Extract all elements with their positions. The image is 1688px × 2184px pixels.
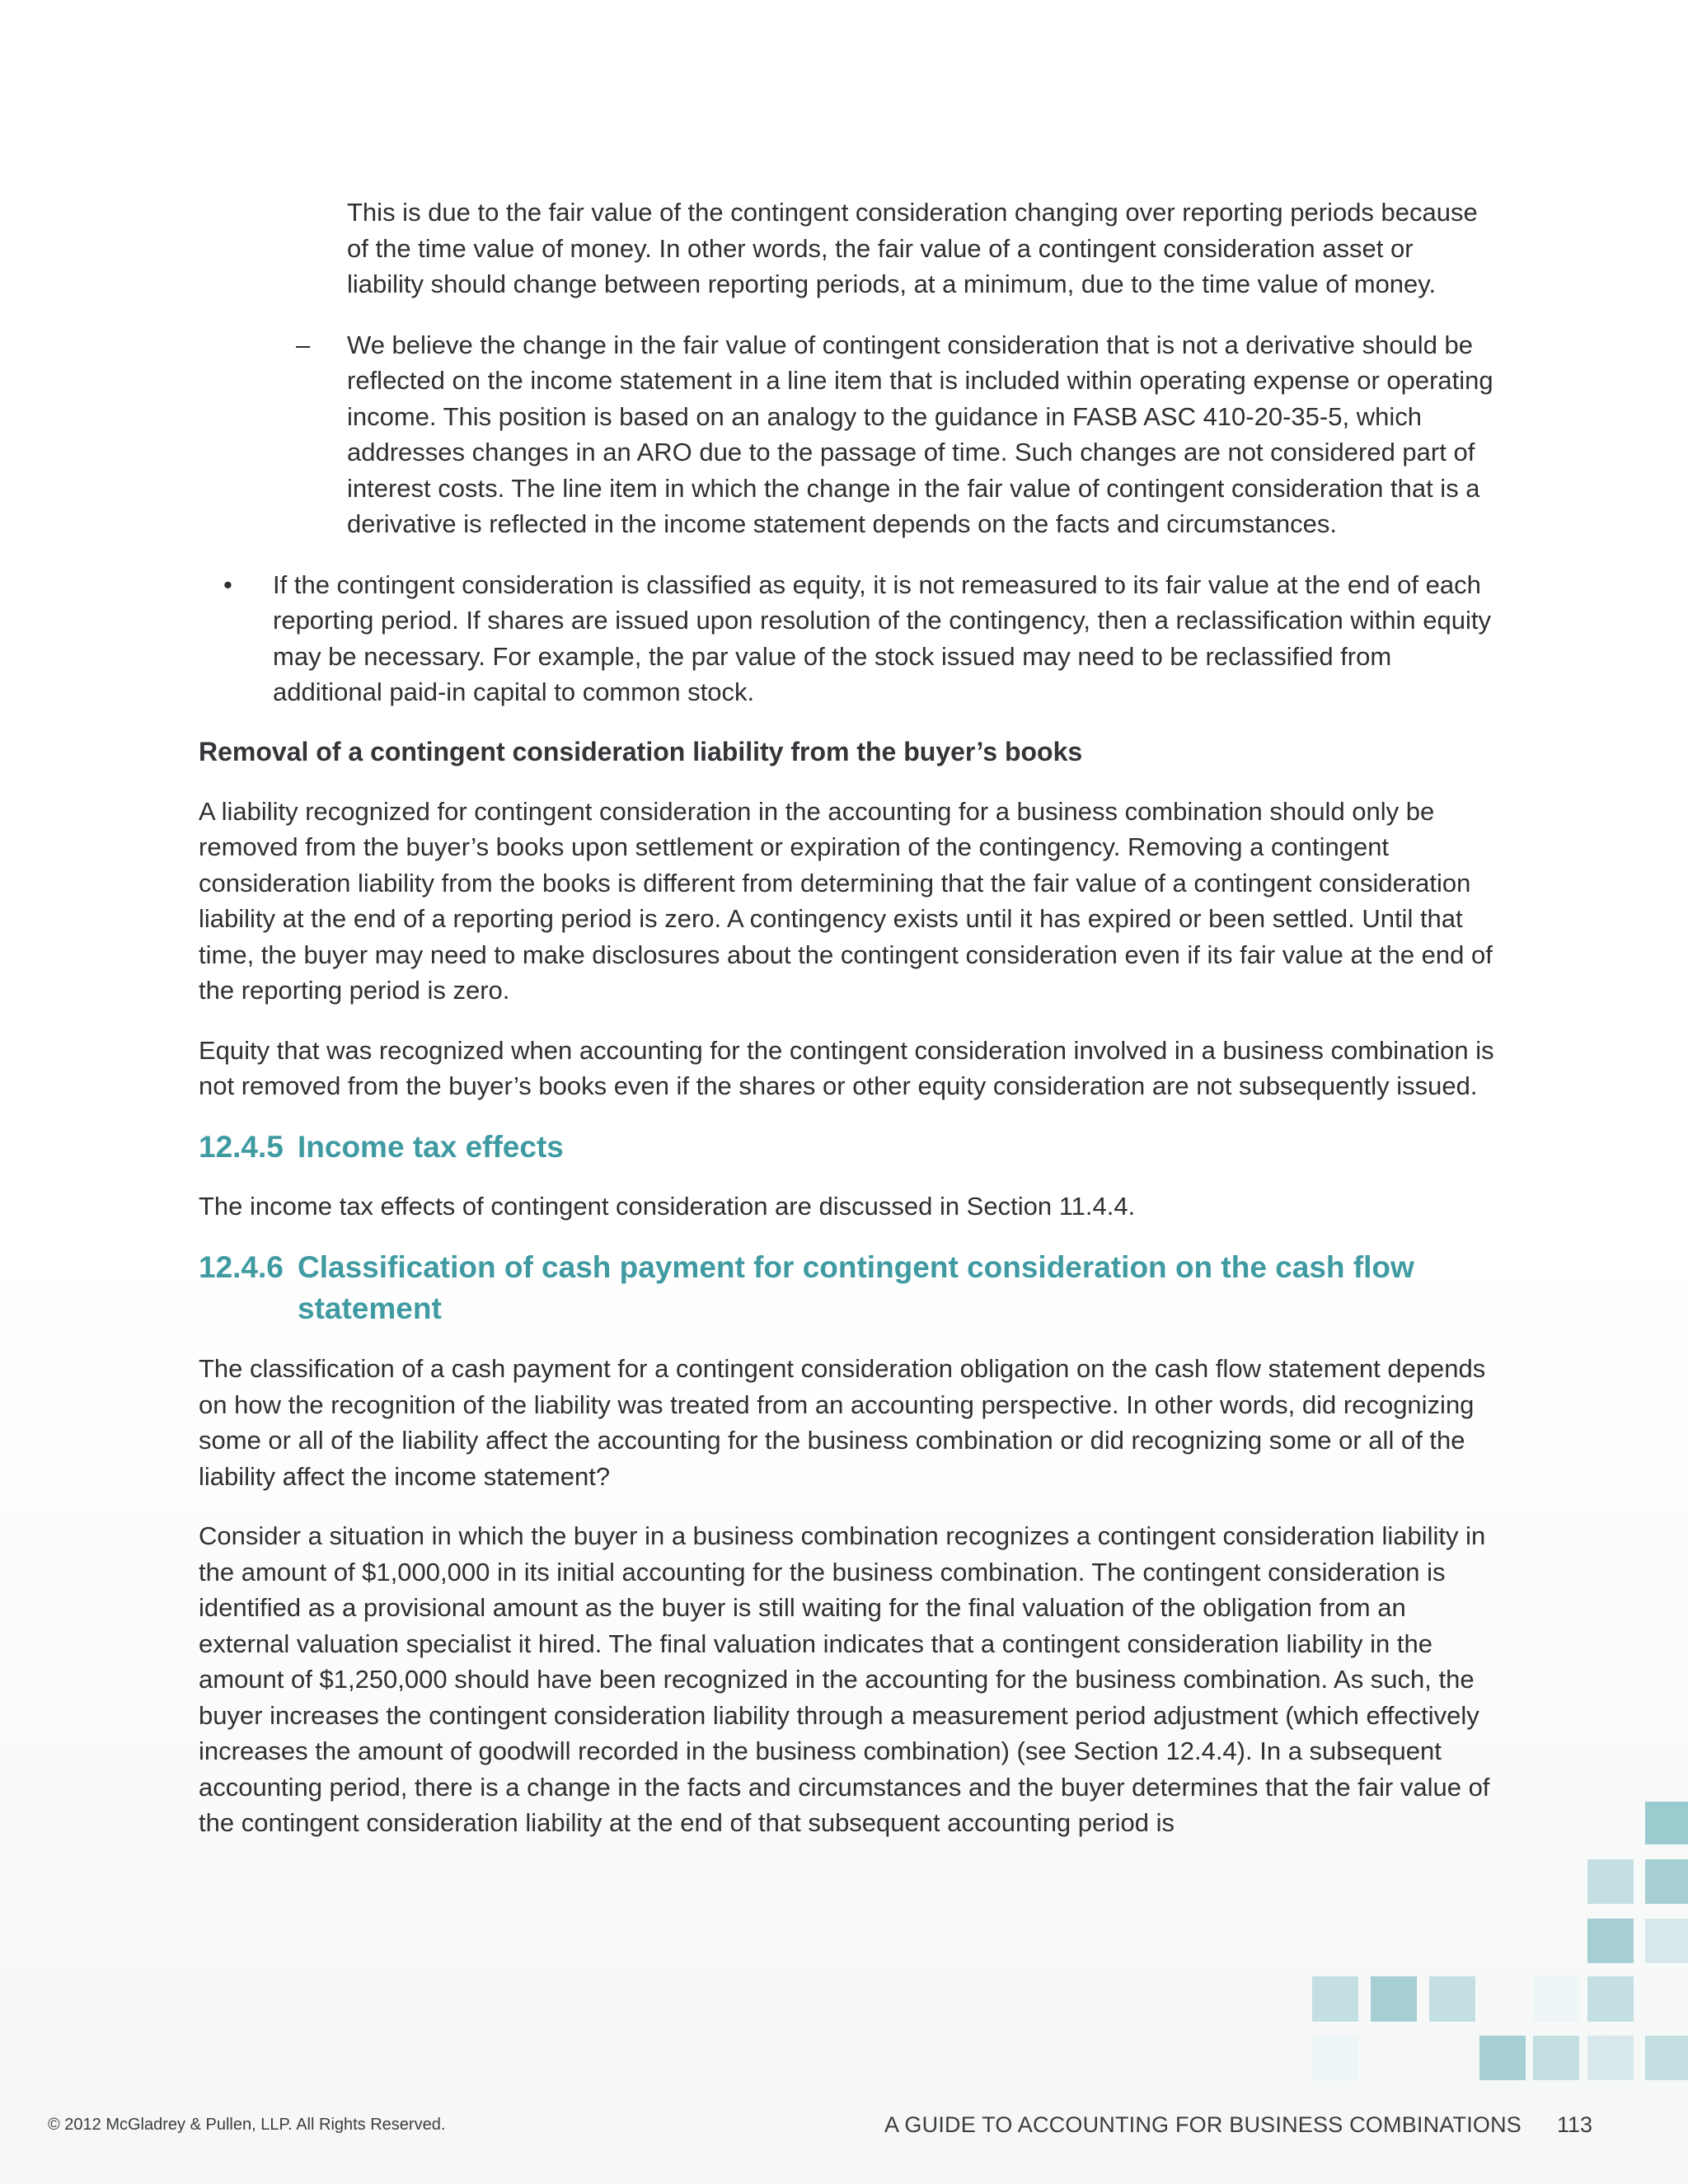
page-number: 113 xyxy=(1557,2112,1593,2137)
cash-flow-paragraph-1: The classification of a cash payment for a contingent consideration obligation on the cash flow statement depends on how the recognition of the liability was treated from an accounting perspective. In other words, did recognizing some or all of the liability affect the accounting for the business combination or did recognizing some or all of the liability affect the income statement? xyxy=(199,1354,1486,1491)
section-title: Classification of cash payment for contingent consideration on the cash flow statement xyxy=(298,1250,1414,1325)
footer-copyright: © 2012 McGladrey & Pullen, LLP. All Rights Reserved. xyxy=(48,2116,446,2134)
section-heading-12-4-6 xyxy=(199,1247,1418,1329)
bullet-item-text: If the contingent consideration is classified as equity, it is not remeasured to its fair value at the end of each reporting period. If shares are issued upon resolution of the contingency, then a reclassification within equity may be necessary. For example, the par value of the stock issued may need to be reclassified from additional paid-in capital to common stock. xyxy=(273,569,1491,706)
bullet-list-item xyxy=(199,567,1497,710)
bullet-marker: • xyxy=(223,569,232,599)
dash-marker: – xyxy=(296,330,311,359)
removal-paragraph-2: Equity that was recognized when accounting for the contingent consideration involved in a business combination is not removed from the buyer’s books even if the shares or other equity consideration are not subsequently issued. xyxy=(199,1035,1494,1100)
section-title: Income tax effects xyxy=(298,1129,564,1164)
section-number: 12.4.6 xyxy=(199,1250,284,1284)
income-tax-paragraph: The income tax effects of contingent consideration are discussed in Section 11.4.4. xyxy=(199,1191,1136,1221)
section-number: 12.4.5 xyxy=(199,1129,284,1164)
page-content xyxy=(199,194,1497,1841)
continued-paragraph: This is due to the fair value of the contingent consideration changing over reporting periods because of the time value of money. In other words, the fair value of a contingent consideration asset or liability should change between reporting periods, at a minimum, due to the time value of money. xyxy=(347,198,1478,298)
cash-flow-paragraph-2: Consider a situation in which the buyer in a business combination recognizes a contingent consideration liability in the amount of $1,000,000 in its initial accounting for the business combination. The contingent consideration is identified as a provisional amount as the buyer is still waiting for the final valuation of the obligation from an external valuation specialist it hired. The final valuation indicates that a contingent consideration liability in the amount of $1,250,000 should have been recognized in the accounting for the business combination. As such, the buyer increases the contingent consideration liability through a measurement period adjustment (which effectively increases the amount of goodwill recorded in the business combination) (see Section 12.4.4). In a subsequent accounting period, there is a change in the facts and circumstances and the buyer determines that the fair value of the contingent consideration liability at the end of that subsequent accounting period is xyxy=(199,1521,1490,1837)
removal-heading: Removal of a contingent consideration liability from the buyer’s books xyxy=(199,736,1083,766)
section-heading-12-4-5 xyxy=(199,1127,1497,1168)
dash-item-text: We believe the change in the fair value of contingent consideration that is not a derivative should be reflected on the income statement in a line item that is included within operating expense or operating income. This position is based on an analogy to the guidance in FASB ASC 410-20-35-5, which addresses changes in an ARO due to the passage of time. Such changes are not considered part of interest costs. The line item in which the change in the fair value of contingent consideration that is a derivative is reflected in the income statement depends on the facts and circumstances. xyxy=(347,330,1493,538)
dash-list-item xyxy=(199,327,1497,542)
footer-guide-title: A GUIDE TO ACCOUNTING FOR BUSINESS COMBINATIONS xyxy=(884,2112,1522,2137)
continued-subitem xyxy=(199,194,1497,302)
removal-paragraph-1: A liability recognized for contingent consideration in the accounting for a business combination should only be removed from the buyer’s books upon settlement or expiration of the contingency. Removing a contingent consideration liability from the books is different from determining that the fair value of a contingent consideration liability at the end of a reporting period is zero. A contingency exists until it has expired or been settled. Until that time, the buyer may need to make disclosures about the contingent consideration even if its fair value at the end of the reporting period is zero. xyxy=(199,796,1493,1005)
